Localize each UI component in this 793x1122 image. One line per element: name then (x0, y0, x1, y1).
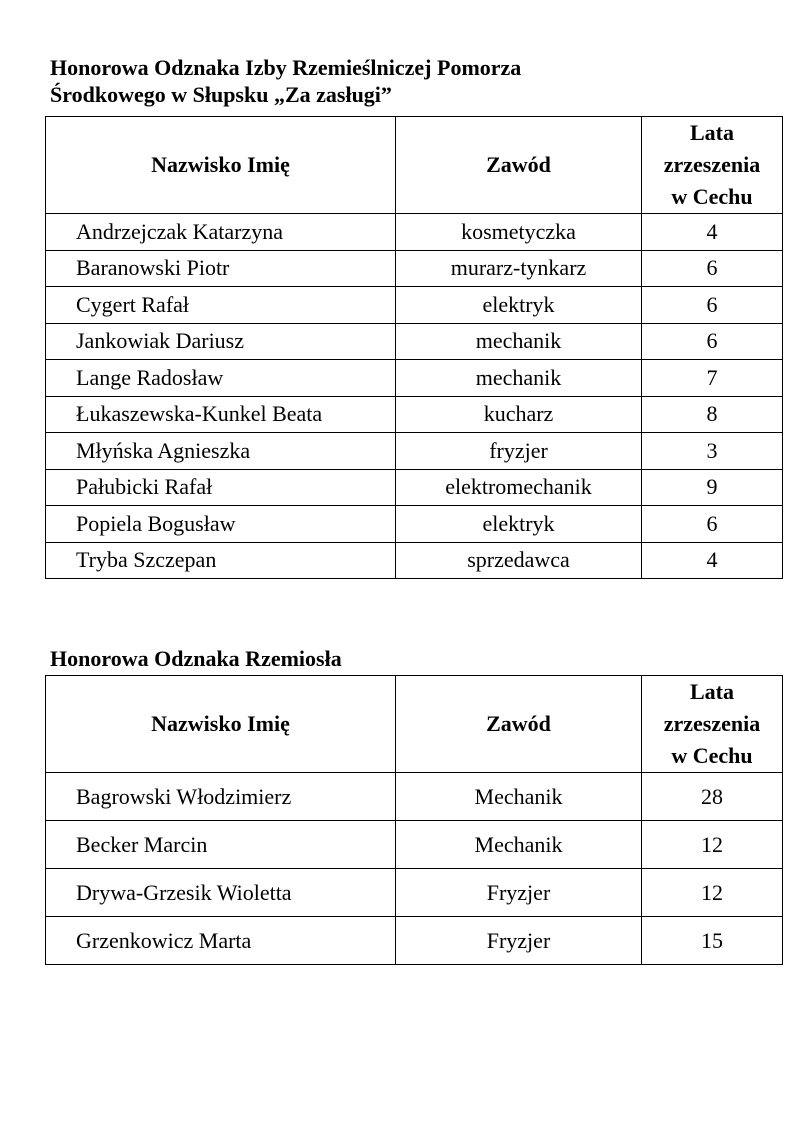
section-1-title-line-2: Środkowego w Słupsku „Za zasługi” (50, 82, 392, 107)
column-header-years-line-3: w Cechu (671, 184, 753, 209)
column-header-job: Zawód (396, 676, 642, 773)
name-cell: Popiela Bogusław (46, 506, 396, 543)
name-cell: Tryba Szczepan (46, 542, 396, 579)
column-header-years-line-1: Lata (690, 120, 734, 145)
name-cell: Drywa-Grzesik Wioletta (46, 869, 396, 917)
years-cell: 6 (642, 287, 783, 324)
years-cell: 6 (642, 323, 783, 360)
za-zaslugi-table (45, 116, 783, 579)
job-cell: kucharz (396, 396, 642, 433)
name-cell: Becker Marcin (46, 821, 396, 869)
name-cell: Pałubicki Rafał (46, 469, 396, 506)
table-row (46, 396, 783, 433)
job-cell: mechanik (396, 323, 642, 360)
column-header-years (642, 676, 783, 773)
honorowa-odznaka-rzemiosla-table (45, 675, 783, 965)
section-1-title-line-1: Honorowa Odznaka Izby Rzemieślniczej Pomorza (50, 55, 522, 80)
job-cell: mechanik (396, 360, 642, 397)
table-row (46, 323, 783, 360)
table-header-row (46, 676, 783, 773)
table-row (46, 433, 783, 470)
column-header-name: Nazwisko Imię (46, 117, 396, 214)
name-cell: Młyńska Agnieszka (46, 433, 396, 470)
table-row (46, 360, 783, 397)
job-cell: sprzedawca (396, 542, 642, 579)
name-cell: Cygert Rafał (46, 287, 396, 324)
years-cell: 4 (642, 214, 783, 251)
name-cell: Grzenkowicz Marta (46, 917, 396, 965)
years-cell: 4 (642, 542, 783, 579)
column-header-job: Zawód (396, 117, 642, 214)
table-row (46, 287, 783, 324)
table-row (46, 214, 783, 251)
years-cell: 12 (642, 869, 783, 917)
job-cell: Fryzjer (396, 917, 642, 965)
table-row (46, 773, 783, 821)
years-cell: 6 (642, 250, 783, 287)
job-cell: elektryk (396, 506, 642, 543)
column-header-years-line-1: Lata (690, 679, 734, 704)
years-cell: 15 (642, 917, 783, 965)
job-cell: murarz-tynkarz (396, 250, 642, 287)
name-cell: Andrzejczak Katarzyna (46, 214, 396, 251)
job-cell: Fryzjer (396, 869, 642, 917)
job-cell: elektromechanik (396, 469, 642, 506)
column-header-years-line-2: zrzeszenia (663, 152, 761, 177)
table-row (46, 250, 783, 287)
table-row (46, 917, 783, 965)
job-cell: elektryk (396, 287, 642, 324)
column-header-name: Nazwisko Imię (46, 676, 396, 773)
years-cell: 6 (642, 506, 783, 543)
table-row (46, 469, 783, 506)
job-cell: Mechanik (396, 821, 642, 869)
section-1-title (50, 54, 521, 108)
name-cell: Łukaszewska-Kunkel Beata (46, 396, 396, 433)
years-cell: 9 (642, 469, 783, 506)
years-cell: 8 (642, 396, 783, 433)
name-cell: Jankowiak Dariusz (46, 323, 396, 360)
job-cell: fryzjer (396, 433, 642, 470)
section-2-title: Honorowa Odznaka Rzemiosła (50, 646, 342, 671)
column-header-years (642, 117, 783, 214)
job-cell: kosmetyczka (396, 214, 642, 251)
job-cell: Mechanik (396, 773, 642, 821)
years-cell: 7 (642, 360, 783, 397)
table-row (46, 821, 783, 869)
years-cell: 28 (642, 773, 783, 821)
table-row (46, 506, 783, 543)
column-header-years-line-3: w Cechu (671, 743, 753, 768)
years-cell: 3 (642, 433, 783, 470)
table-header-row (46, 117, 783, 214)
name-cell: Baranowski Piotr (46, 250, 396, 287)
table-row (46, 542, 783, 579)
name-cell: Lange Radosław (46, 360, 396, 397)
column-header-years-line-2: zrzeszenia (663, 711, 761, 736)
table-row (46, 869, 783, 917)
name-cell: Bagrowski Włodzimierz (46, 773, 396, 821)
years-cell: 12 (642, 821, 783, 869)
